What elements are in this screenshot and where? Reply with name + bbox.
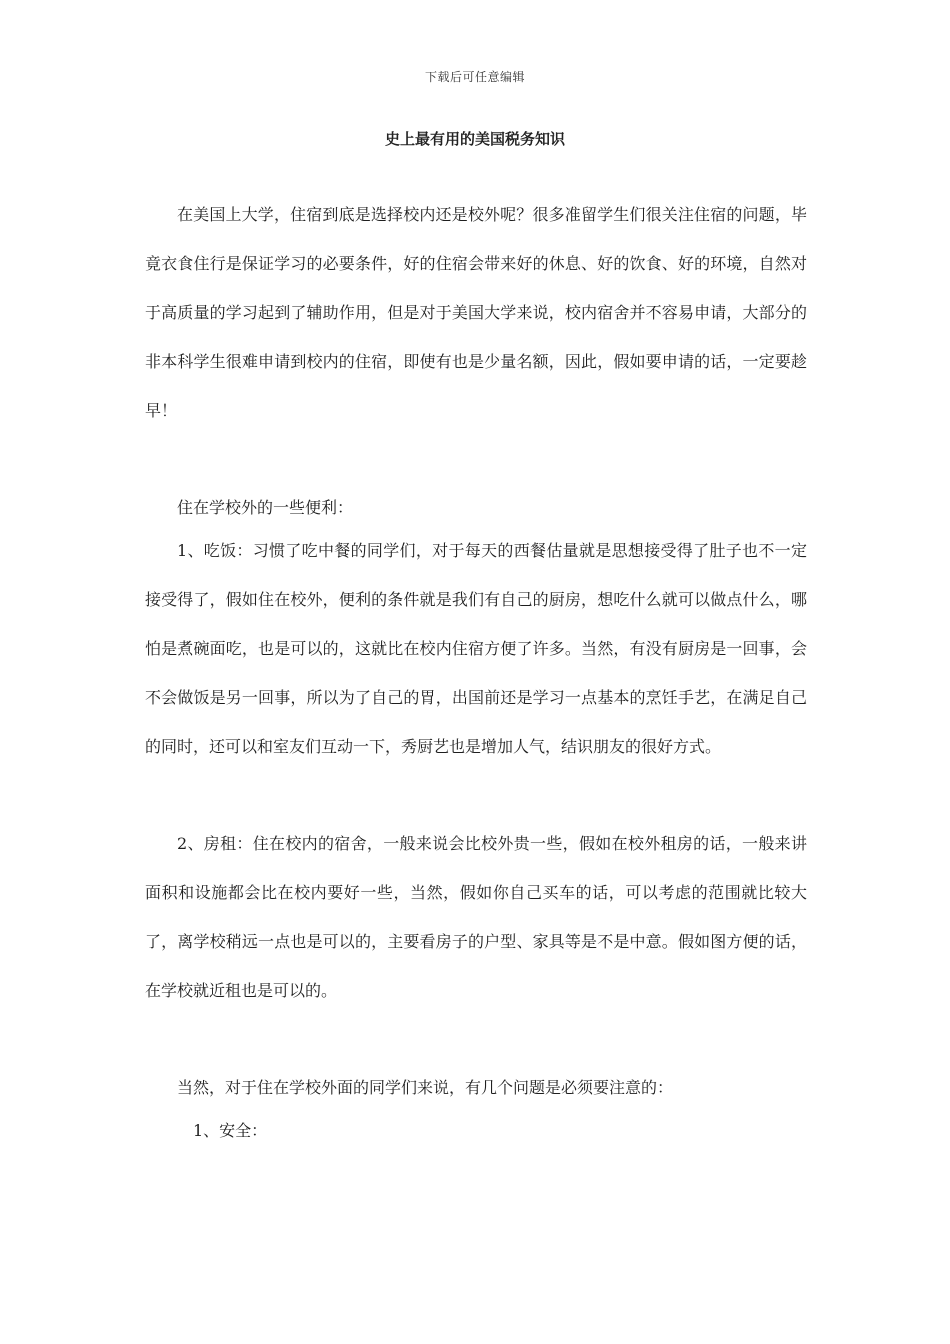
item-rent-paragraph: 2、房租：住在校内的宿舍，一般来说会比校外贵一些，假如在校外租房的话，一般来讲面积和设施都会比在校内要好一些，当然，假如你自己买车的话，可以考虑的范围就比较大了，离学校稍远一点也是可以的，主要看房子的户型、家具等是不是中意。假如图方便的话，在学校就近租也是可以的。 [145,834,807,1000]
document-body [145,190,807,1155]
intro-paragraph: 在美国上大学，住宿到底是选择校内还是校外呢？很多准留学生们很关注住宿的问题，毕竟衣食住行是保证学习的必要条件，好的住宿会带来好的休息、好的饮食、好的环境，自然对于高质量的学习起到了辅助作用，但是对于美国大学来说，校内宿舍并不容易申请，大部分的非本科学生很难申请到校内的住宿，即使有也是少量名额，因此，假如要申请的话，一定要趁早！ [145,205,807,420]
header-note: 下载后可任意编辑 [424,70,525,84]
document-title: 史上最有用的美国税务知识 [384,130,565,148]
notes-item-safety: 1、安全： [193,1121,268,1140]
conveniences-heading: 住在学校外的一些便利： [177,498,354,517]
notes-heading: 当然，对于住在学校外面的同学们来说，有几个问题是必须要注意的： [177,1078,674,1097]
item-meals-paragraph: 1、吃饭：习惯了吃中餐的同学们，对于每天的西餐估量就是思想接受得了肚子也不一定接受得了，假如住在校外，便利的条件就是我们有自己的厨房，想吃什么就可以做点什么，哪怕是煮碗面吃，也是可以的，这就比在校内住宿方便了许多。当然，有没有厨房是一回事，会不会做饭是另一回事，所以为了自己的胃，出国前还是学习一点基本的烹饪手艺，在满足自己的同时，还可以和室友们互动一下，秀厨艺也是增加人气，结识朋友的很好方式。 [145,541,807,756]
